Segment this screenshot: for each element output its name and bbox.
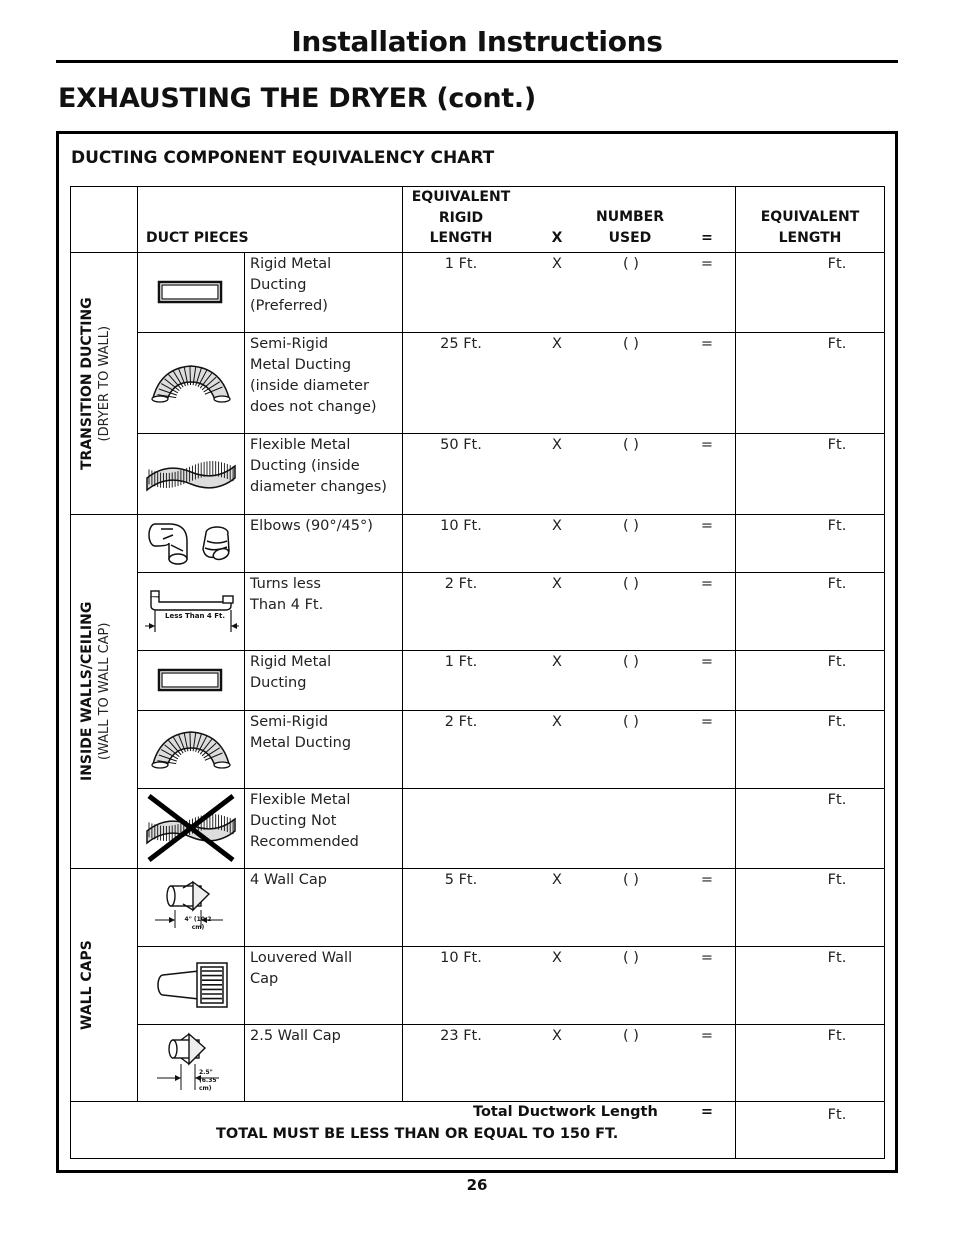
equals-sign: = [700, 256, 714, 272]
header-duct-pieces: DUCT PIECES [146, 230, 249, 246]
row-description: Rigid Metal Ducting (Preferred) [250, 256, 332, 314]
group-label-2 [78, 601, 114, 780]
number-used-field[interactable]: ( ) [623, 872, 639, 888]
group-label-3 [78, 940, 96, 1030]
title-divider [56, 60, 898, 63]
number-used-field[interactable]: ( ) [623, 576, 639, 592]
number-used-field[interactable]: ( ) [623, 256, 639, 272]
total-equals-sign: = [700, 1104, 714, 1120]
equivalent-length-field[interactable]: Ft. [827, 1028, 847, 1044]
equivalent-rigid-length: 50 Ft. [440, 437, 482, 453]
equivalent-length-field[interactable]: Ft. [827, 714, 847, 730]
equals-sign: = [700, 437, 714, 453]
chart-title: DUCTING COMPONENT EQUIVALENCY CHART [71, 148, 495, 168]
times-sign: X [552, 336, 562, 352]
number-used-field[interactable]: ( ) [623, 714, 639, 730]
rigid-duct-icon [156, 664, 226, 700]
row-description: Elbows (90°/45°) [250, 518, 373, 534]
total-ductwork-length-label: Total Ductwork Length [473, 1104, 658, 1120]
semi-rigid-duct-icon [149, 724, 233, 778]
equivalent-rigid-length: 1 Ft. [444, 654, 478, 670]
equivalent-length-field[interactable]: Ft. [827, 518, 847, 534]
row-description: Rigid Metal Ducting [250, 654, 332, 691]
header-equivalent-length: EQUIVALENT LENGTH [760, 209, 860, 246]
row-description: Semi-Rigid Metal Ducting [250, 714, 352, 751]
flexible-duct-crossed-icon [143, 793, 239, 867]
equals-sign: = [700, 576, 714, 592]
times-sign: X [552, 576, 562, 592]
row-description: 2.5 Wall Cap [250, 1028, 341, 1044]
times-sign: X [552, 1028, 562, 1044]
times-sign: X [552, 950, 562, 966]
equivalent-rigid-length: 23 Ft. [440, 1028, 482, 1044]
group-title: INSIDE WALLS/CEILING [79, 601, 95, 781]
row-description: Turns less Than 4 Ft. [250, 576, 324, 613]
icon-caption: 4" (10.2 cm) [184, 916, 212, 931]
row-description: Louvered Wall Cap [250, 950, 353, 987]
number-used-field[interactable]: ( ) [623, 437, 639, 453]
equals-sign: = [700, 1028, 714, 1044]
header-equals: = [701, 230, 713, 246]
row-description: Semi-Rigid Metal Ducting (inside diameter does not change) [250, 336, 377, 415]
table-rule [70, 1158, 885, 1159]
equals-sign: = [700, 654, 714, 670]
equals-sign: = [700, 336, 714, 352]
icon-caption: 2.5" (6.35 cm) [199, 1069, 217, 1092]
number-used-field[interactable]: ( ) [623, 654, 639, 670]
equals-sign: = [700, 518, 714, 534]
semi-rigid-duct-icon [149, 358, 233, 412]
group-label-1 [78, 297, 114, 470]
total-length-field[interactable]: Ft. [827, 1107, 847, 1123]
table-rule [137, 1101, 885, 1102]
equivalent-rigid-length: 2 Ft. [444, 576, 478, 592]
number-used-field[interactable]: ( ) [623, 336, 639, 352]
group-title: TRANSITION DUCTING [79, 296, 95, 470]
number-used-field[interactable]: ( ) [623, 950, 639, 966]
table-rule [70, 186, 71, 1158]
wall-cap-2-5in-icon [149, 1030, 233, 1100]
times-sign: X [552, 256, 562, 272]
equivalent-rigid-length: 1 Ft. [444, 256, 478, 272]
rigid-duct-icon [156, 276, 226, 312]
times-sign: X [552, 654, 562, 670]
row-description: Flexible Metal Ducting (inside diameter changes) [250, 437, 387, 495]
equivalent-length-field[interactable]: Ft. [827, 872, 847, 888]
group-subtitle: (DRYER TO WALL) [97, 325, 112, 441]
times-sign: X [552, 437, 562, 453]
row-description: Flexible Metal Ducting Not Recommended [250, 792, 359, 850]
section-title: EXHAUSTING THE DRYER (cont.) [58, 83, 536, 114]
times-sign: X [552, 518, 562, 534]
equals-sign: = [700, 714, 714, 730]
louvered-wall-cap-icon [149, 957, 233, 1017]
equivalent-length-field[interactable]: Ft. [827, 950, 847, 966]
header-number-used: NUMBER USED [595, 209, 665, 246]
equivalent-rigid-length: 2 Ft. [444, 714, 478, 730]
equivalent-length-field[interactable]: Ft. [827, 256, 847, 272]
row-description: 4 Wall Cap [250, 872, 328, 888]
equivalent-length-field[interactable]: Ft. [827, 792, 847, 808]
elbows-icon [145, 521, 237, 569]
header-times: X [551, 230, 563, 246]
flexible-duct-icon [143, 456, 239, 496]
equivalent-rigid-length: 10 Ft. [440, 950, 482, 966]
icon-caption: Less Than 4 Ft. [165, 612, 225, 620]
equivalent-rigid-length: 5 Ft. [444, 872, 478, 888]
equivalent-length-field[interactable]: Ft. [827, 576, 847, 592]
page-number: 26 [466, 1176, 488, 1194]
total-limit-note: TOTAL MUST BE LESS THAN OR EQUAL TO 150 FT. [216, 1126, 619, 1142]
header-equivalent-rigid-length: EQUIVALENT RIGID LENGTH [411, 189, 511, 246]
equivalent-length-field[interactable]: Ft. [827, 336, 847, 352]
equals-sign: = [700, 872, 714, 888]
number-used-field[interactable]: ( ) [623, 1028, 639, 1044]
group-subtitle: (WALL TO WALL CAP) [97, 622, 112, 760]
equivalent-rigid-length: 10 Ft. [440, 518, 482, 534]
group-title: WALL CAPS [79, 939, 95, 1030]
times-sign: X [552, 872, 562, 888]
equivalent-rigid-length: 25 Ft. [440, 336, 482, 352]
page-title: Installation Instructions [291, 25, 663, 58]
equivalent-length-field[interactable]: Ft. [827, 437, 847, 453]
number-used-field[interactable]: ( ) [623, 518, 639, 534]
times-sign: X [552, 714, 562, 730]
equals-sign: = [700, 950, 714, 966]
equivalent-length-field[interactable]: Ft. [827, 654, 847, 670]
